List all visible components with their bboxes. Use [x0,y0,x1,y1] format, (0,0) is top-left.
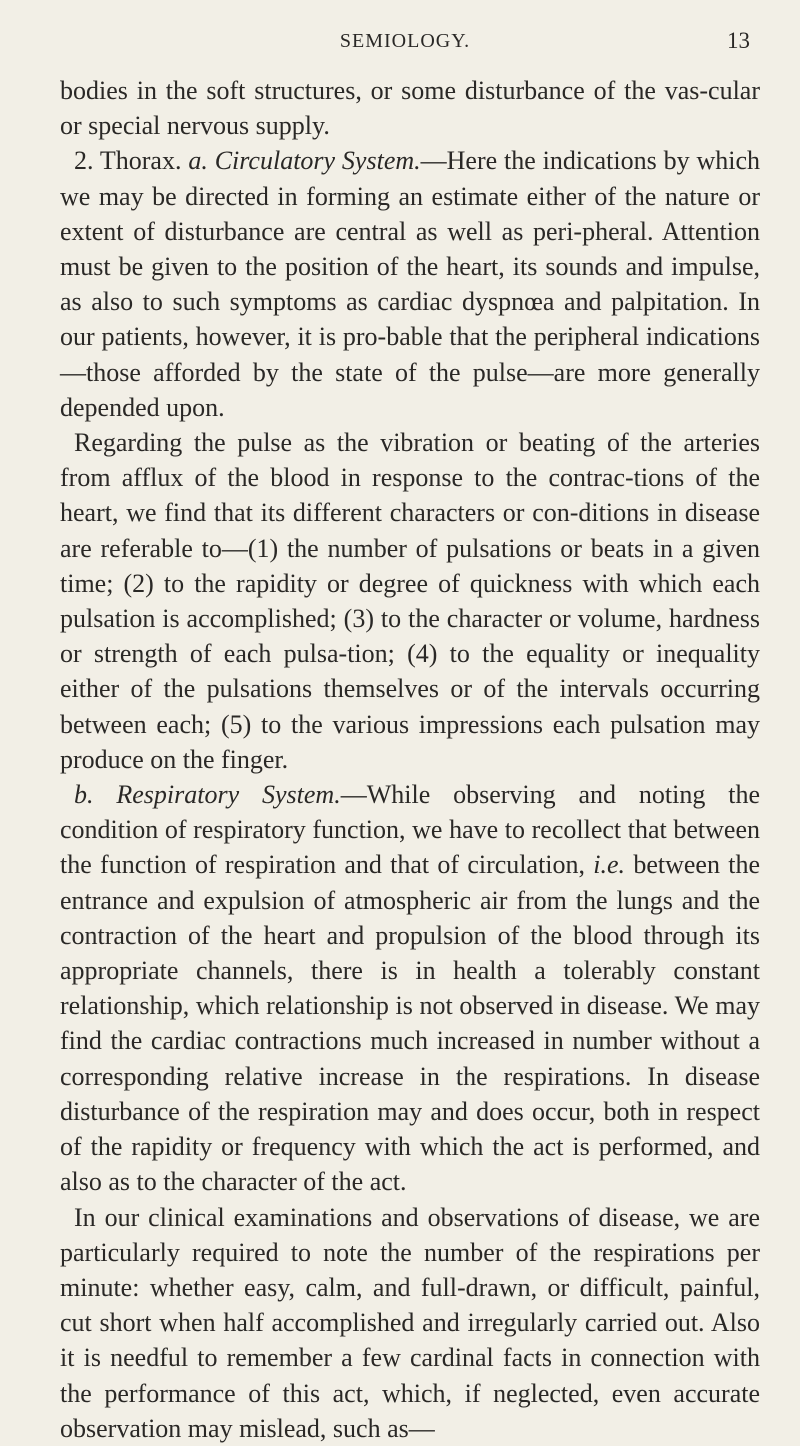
italic-run: b. Respiratory System. [74,780,341,810]
text-run: Regarding the pulse as the vibration or beating of the arteries from afflux of the blood in response to the contrac-tions of the heart, we find that its different characters or con-ditions in disease are referable to—(1) the number of pulsations or beats in a given time; (2) to the rapidity or degree of quickness with which each pulsation is accomplished; (3) to the character or volume, hardness or strength of each pulsa-tion; (4) to the equality or inequality either of the pulsations themselves or of the intervals occurring between each; (5) to the various impressions each pulsation may produce on the finger. [60,428,760,774]
text-run: In our clinical examinations and observations of disease, we are particularly required to note the number of the respirations per minute: whether easy, calm, and full-drawn, or difficult, painful, cut short when half accomplished and irregularly carried out. Also it is needful to remember a few cardinal facts in connection with the performance of this act, which, if neglected, even accurate observation may mislead, such as— [60,1202,760,1443]
running-head [60,24,750,60]
page-number: 13 [727,28,750,53]
paragraph [60,1200,760,1446]
text-run: 2. Thorax. [74,146,189,176]
paragraph [60,73,760,143]
italic-run: i.e. [593,850,626,880]
text-run: —Here the indications by which we may be directed in forming an estimate either of the nature or extent of disturbance are central as well as peri-pheral. Attention must be given to the position of the heart, its sounds and impulse, as also to such symptoms as cardiac dyspnœa and palpitation. In our patients, however, it is pro-bable that the peripheral indications—those afforded by the state of the pulse—are more generally depended upon. [60,146,760,422]
paragraph [60,143,760,425]
body-text [60,73,760,1446]
paragraph [60,777,760,1199]
italic-run: a. Circulatory System. [188,146,421,176]
running-head-title: SEMIOLOGY. [339,30,471,52]
paragraph [60,425,760,777]
text-run: bodies in the soft structures, or some disturbance of the vas-cular or special nervous supply. [60,76,760,141]
text-run: between the entrance and expulsion of atmospheric air from the lungs and the contraction of the heart and propulsion of the blood through its appropriate channels, there is in health a tolerably constant relationship, which relationship is not observed in disease. We may find the cardiac contractions much increased in number without a corresponding relative increase in the respirations. In disease disturbance of the respiration may and does occur, both in respect of the rapidity or frequency with which the act is performed, and also as to the character of the act. [60,850,760,1197]
text-run: —While observing and noting the condition of respiratory function, we have to recollect that between the function of respiration and that of circulation, [60,780,760,880]
